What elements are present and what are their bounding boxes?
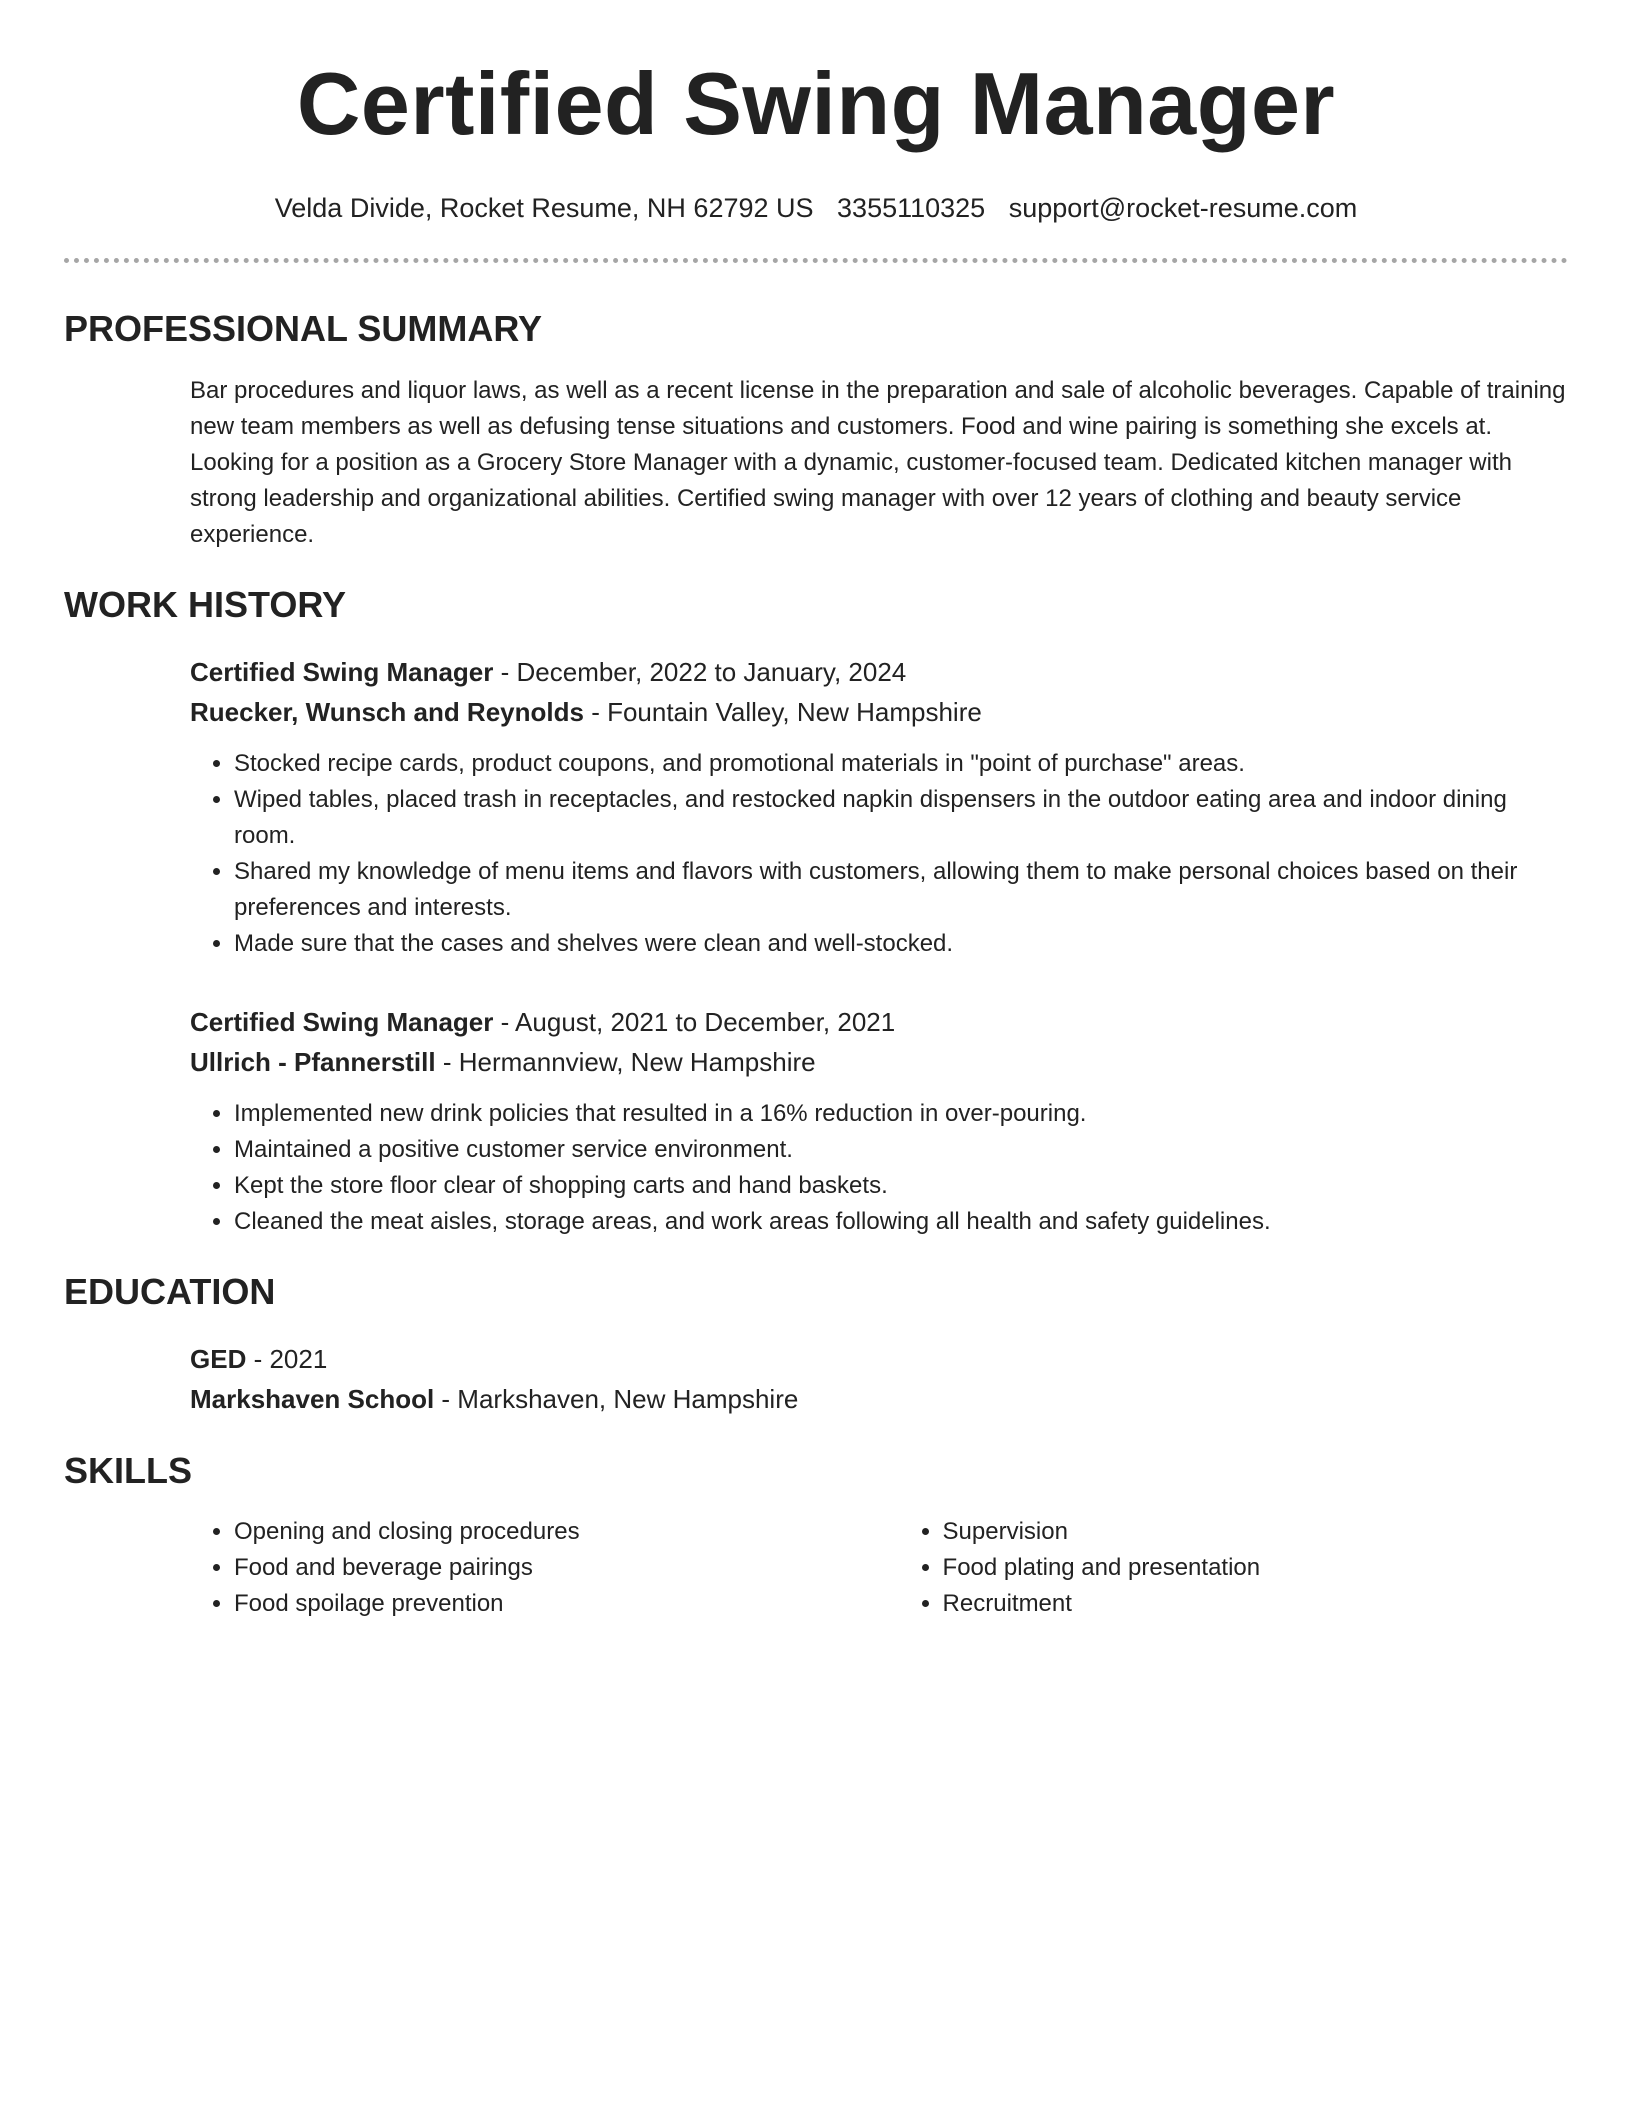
job-bullet: • Kept the store floor clear of shopping carts and hand baskets. bbox=[234, 1168, 1568, 1204]
job-company: Ullrich - Pfannerstill bbox=[190, 1046, 436, 1077]
skill-item: • Food spoilage prevention bbox=[234, 1586, 899, 1622]
job-bullet: • Stocked recipe cards, product coupons, and promotional materials in "point of purchase" areas. bbox=[234, 746, 1568, 782]
education-entry bbox=[190, 1339, 1568, 1419]
section-title-work-history: WORK HISTORY bbox=[64, 583, 347, 625]
skills-list-left bbox=[190, 1514, 899, 1622]
summary-text: Bar procedures and liquor laws, as well as a recent license in the preparation and sale of alcoholic beverages. Capable of training new team members as well as defusing tense situations and customers. Food and wine pairing is something she excels at. Looking for a position as a Grocery Store Manager with a dynamic, customer-focused team. Dedicated kitchen manager with strong leadership and organizational abilities. Certified swing manager with over 12 years of clothing and beauty service experience. bbox=[190, 376, 1566, 548]
job-bullet-list bbox=[190, 1096, 1568, 1240]
job-bullet: • Shared my knowledge of menu items and flavors with customers, allowing them to make personal choices based on their preferences and interests. bbox=[234, 854, 1568, 926]
contact-email: support@rocket-resume.com bbox=[1008, 193, 1358, 223]
skill-item: • Food plating and presentation bbox=[943, 1550, 1568, 1586]
job-bullet-list bbox=[190, 746, 1568, 962]
job-company-line bbox=[190, 1042, 1568, 1082]
section-title-summary: PROFESSIONAL SUMMARY bbox=[64, 308, 543, 350]
job-location: - Fountain Valley, New Hampshire bbox=[583, 696, 982, 727]
section-title-skills: SKILLS bbox=[64, 1449, 193, 1491]
job-dates: - August, 2021 to December, 2021 bbox=[493, 1006, 896, 1037]
job-dates: - December, 2022 to January, 2024 bbox=[493, 656, 907, 687]
education-degree-line bbox=[190, 1339, 1568, 1379]
job-entry bbox=[190, 1002, 1568, 1240]
skill-item: • Food and beverage pairings bbox=[234, 1550, 899, 1586]
skill-item: • Supervision bbox=[943, 1514, 1568, 1550]
job-company-line bbox=[190, 692, 1568, 732]
skills-list-right bbox=[899, 1514, 1568, 1622]
job-role: Certified Swing Manager bbox=[190, 1006, 494, 1037]
job-bullet: • Cleaned the meat aisles, storage areas, and work areas following all health and safety guidelines. bbox=[234, 1204, 1568, 1240]
skill-item: • Recruitment bbox=[943, 1586, 1568, 1622]
job-bullet: • Implemented new drink policies that resulted in a 16% reduction in over-pouring. bbox=[234, 1096, 1568, 1132]
section-title-education: EDUCATION bbox=[64, 1270, 276, 1312]
skill-item: • Opening and closing procedures bbox=[234, 1514, 899, 1550]
resume-name: Certified Swing Manager bbox=[296, 54, 1336, 153]
job-bullet: • Maintained a positive customer service environment. bbox=[234, 1132, 1568, 1168]
job-bullet: • Wiped tables, placed trash in receptacles, and restocked napkin dispensers in the outdoor eating area and indoor dining room. bbox=[234, 782, 1568, 854]
skills-grid bbox=[190, 1514, 1568, 1622]
job-role: Certified Swing Manager bbox=[190, 656, 494, 687]
contact-address: Velda Divide, Rocket Resume, NH 62792 US bbox=[274, 193, 814, 223]
education-school-line bbox=[190, 1379, 1568, 1419]
job-company: Ruecker, Wunsch and Reynolds bbox=[190, 696, 584, 727]
job-bullet: • Made sure that the cases and shelves were clean and well-stocked. bbox=[234, 926, 1568, 962]
job-location: - Hermannview, New Hampshire bbox=[435, 1046, 816, 1077]
education-year: - 2021 bbox=[246, 1343, 328, 1374]
education-school: Markshaven School bbox=[190, 1383, 435, 1414]
job-title-line bbox=[190, 652, 1568, 692]
education-location: - Markshaven, New Hampshire bbox=[434, 1383, 799, 1414]
education-degree: GED bbox=[190, 1343, 247, 1374]
contact-phone: 3355110325 bbox=[837, 193, 986, 223]
job-title-line bbox=[190, 1002, 1568, 1042]
job-entry bbox=[190, 652, 1568, 962]
contact-line bbox=[64, 192, 1568, 224]
header-divider bbox=[64, 258, 1568, 263]
